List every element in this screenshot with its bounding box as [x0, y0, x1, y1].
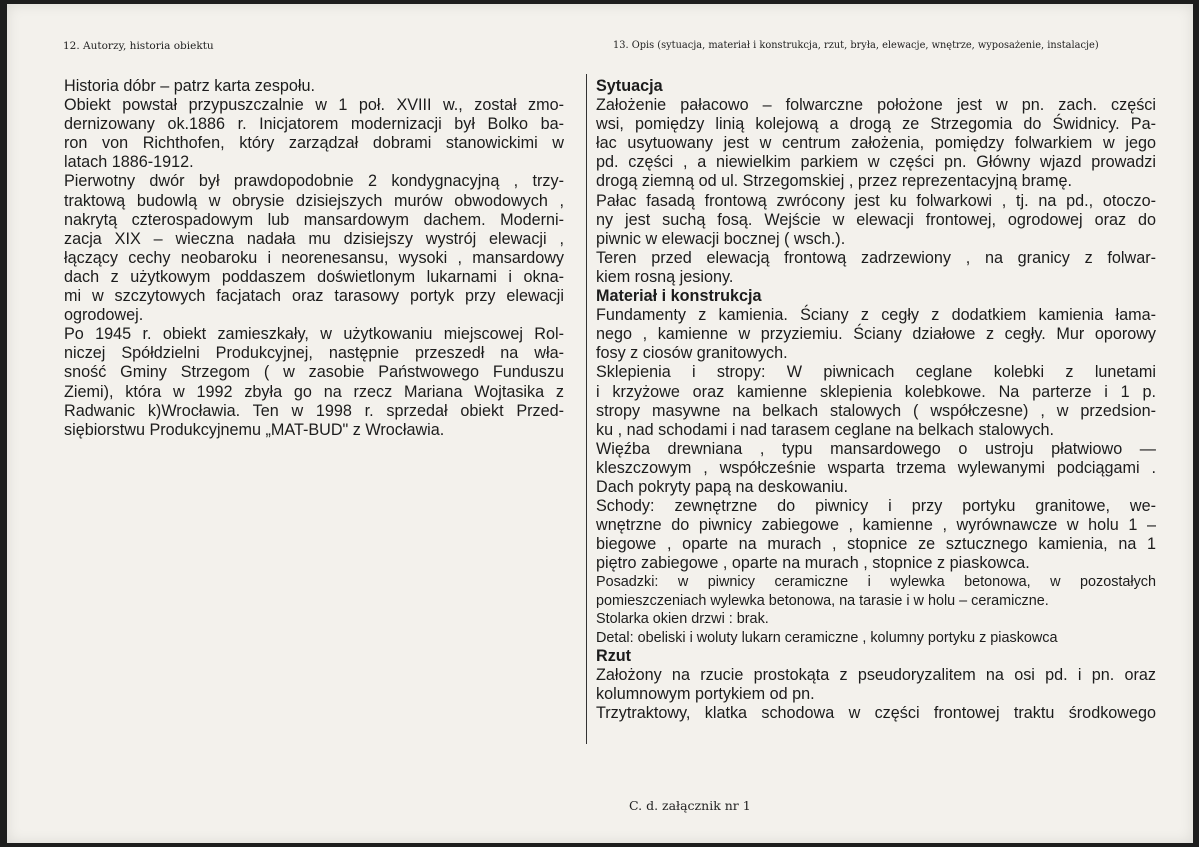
text-line: mi w szczytowych facjatach oraz tarasowy portyk przy elewacji — [64, 287, 564, 306]
text-line: niczej Spółdzielni Produkcyjnej, następnie przeszedł na wła- — [64, 344, 564, 363]
text-line: Dach pokryty papą na deskowaniu. — [596, 477, 848, 496]
text-line: fosy z ciosów granitowych. — [596, 344, 788, 363]
column-divider — [586, 74, 587, 744]
section-heading: Materiał i konstrukcja — [596, 287, 762, 306]
text-line: Sklepienia i stropy: W piwnicach ceglane kolebki z lunetami — [596, 363, 1156, 382]
text-line: traktową budowlą w obrysie dzisiejszych murów obwodowych , — [64, 191, 564, 210]
text-line: łączący cechy neobaroku i neorenesansu, wysoki , mansardowy — [64, 248, 564, 267]
section-heading: Sytuacja — [596, 77, 663, 95]
text-line: wsi, pomiędzy linią kolejową a drogą ze Strzegomia do Świdnicy. Pa- — [596, 115, 1156, 134]
text-line: Założenie pałacowo – folwarczne położone jest w pn. zach. części — [596, 96, 1156, 115]
text-line: wnętrzne do piwnicy zabiegowe , kamienne , wyrównawcze w holu 1 – — [596, 516, 1156, 535]
history-column — [64, 77, 564, 440]
text-line: pomieszczeniach wylewka betonowa, na tarasie i w holu – ceramiczne. — [596, 592, 1049, 609]
text-line: Więźba drewniana , typu mansardowego o ustroju płatwiowo — — [596, 439, 1156, 458]
text-line: Pałac fasadą frontową zwrócony jest ku folwarkowi , tj. na pd., otoczo- — [596, 191, 1156, 210]
text-line: Detal: obeliski i woluty lukarn ceramiczne , kolumny portyku z piaskowca — [596, 629, 1058, 646]
text-line: Po 1945 r. obiekt zamieszkały, w użytkowaniu miejscowej Rol- — [64, 325, 564, 344]
text-line: stropy masywne na belkach stalowych ( współczesne) , w przedsion- — [596, 401, 1156, 420]
text-line: Schody: zewnętrzne do piwnicy i przy portyku granitowe, we- — [596, 497, 1156, 516]
text-line: Historia dóbr – patrz karta zespołu. — [64, 77, 316, 95]
text-line: kolumnowym portykiem od pn. — [596, 685, 815, 704]
text-line: Stolarka okien drzwi : brak. — [596, 611, 769, 628]
text-line: dach z użytkowym poddaszem doświetlonym lukarnami i okna- — [64, 267, 564, 286]
text-line: Pierwotny dwór był prawdopodobnie 2 kondygnacyjną , trzy- — [64, 172, 564, 191]
text-line: pd. części , a niewielkim parkiem w części pn. Główny wjazd prowadzi — [596, 153, 1156, 172]
page-footer: C. d. załącznik nr 1 — [629, 798, 751, 813]
text-line: sność Gminy Strzegom ( w zasobie Państwowego Funduszu — [64, 363, 564, 382]
text-line: latach 1886-1912. — [64, 153, 194, 172]
text-line: Fundamenty z kamienia. Ściany z cegły z dodatkiem kamienia łama- — [596, 306, 1156, 325]
text-line: kleszczowym , współcześnie wsparta trzema wylewanymi podciągami . — [596, 458, 1156, 477]
description-column — [596, 77, 1156, 723]
right-column-header: 13. Opis (sytuacja, materiał i konstrukcja, rzut, bryła, elewacje, wnętrze, wyposażenie, instalacje) — [613, 40, 1099, 51]
text-line: ku , nad schodami i nad tarasem ceglane na belkach stalowych. — [596, 420, 1055, 439]
text-line: Radwanic k)Wrocławia. Ten w 1998 r. sprzedał obiekt Przed- — [64, 401, 564, 420]
text-line: ron von Richthofen, który zarządzał dobrami stanowickimi w — [64, 134, 564, 153]
text-line: Obiekt powstał przypuszczalnie w 1 poł. XVIII w., został zmo- — [64, 96, 564, 115]
text-line: biegowe , oparte na murach , stopnice ze sztucznego kamienia, na 1 — [596, 535, 1156, 554]
text-line: kiem rosną jesiony. — [596, 267, 734, 286]
text-line: dernizowany ok.1886 r. Inicjatorem modernizacji był Bolko ba- — [64, 115, 564, 134]
document-page — [7, 4, 1193, 843]
text-line: nego , kamienne w przyziemiu. Ściany działowe z cegły. Mur oporowy — [596, 325, 1156, 344]
text-line: Ziemi), która w 1992 zbyła go na rzecz Mariana Wojtasika z — [64, 382, 564, 401]
text-line: nakrytą czterospadowym lub mansardowym dachem. Moderni- — [64, 210, 564, 229]
text-line: Trzytraktowy, klatka schodowa w części frontowej traktu środkowego — [596, 704, 1156, 723]
text-line: piwnic w elewacji bocznej ( wsch.). — [596, 229, 846, 248]
left-column-header: 12. Autorzy, historia obiektu — [63, 40, 214, 52]
section-heading: Rzut — [596, 647, 632, 666]
text-line: siębiorstwu Produkcyjnemu „MAT-BUD" z Wrocławia. — [64, 420, 445, 439]
text-line: zacja XIX – wieczna nadała mu dzisiejszy wystrój elewacji , — [64, 229, 564, 248]
text-line: Założony na rzucie prostokąta z pseudoryzalitem na osi pd. i pn. oraz — [596, 666, 1156, 685]
text-line: Teren przed elewacją frontową zadrzewiony , na granicy z folwar- — [596, 248, 1156, 267]
text-line: ny jest suchą fosą. Wejście w elewacji frontowej, ogrodowej oraz do — [596, 210, 1156, 229]
text-line: łac usytuowany jest w centrum założenia, pomiędzy folwarkiem w jego — [596, 134, 1156, 153]
text-line: Posadzki: w piwnicy ceramiczne i wylewka betonowa, w pozostałych — [596, 574, 1156, 591]
text-line: i krzyżowe oraz kamienne sklepienia kolebkowe. Na parterze i 1 p. — [596, 382, 1156, 401]
text-line: ogrodowej. — [64, 306, 144, 325]
text-line: piętro zabiegowe , oparte na murach , stopnice z piaskowca. — [596, 554, 1030, 573]
text-line: drogą ziemną od ul. Strzegomskiej , przez reprezentacyjną bramę. — [596, 172, 1072, 191]
